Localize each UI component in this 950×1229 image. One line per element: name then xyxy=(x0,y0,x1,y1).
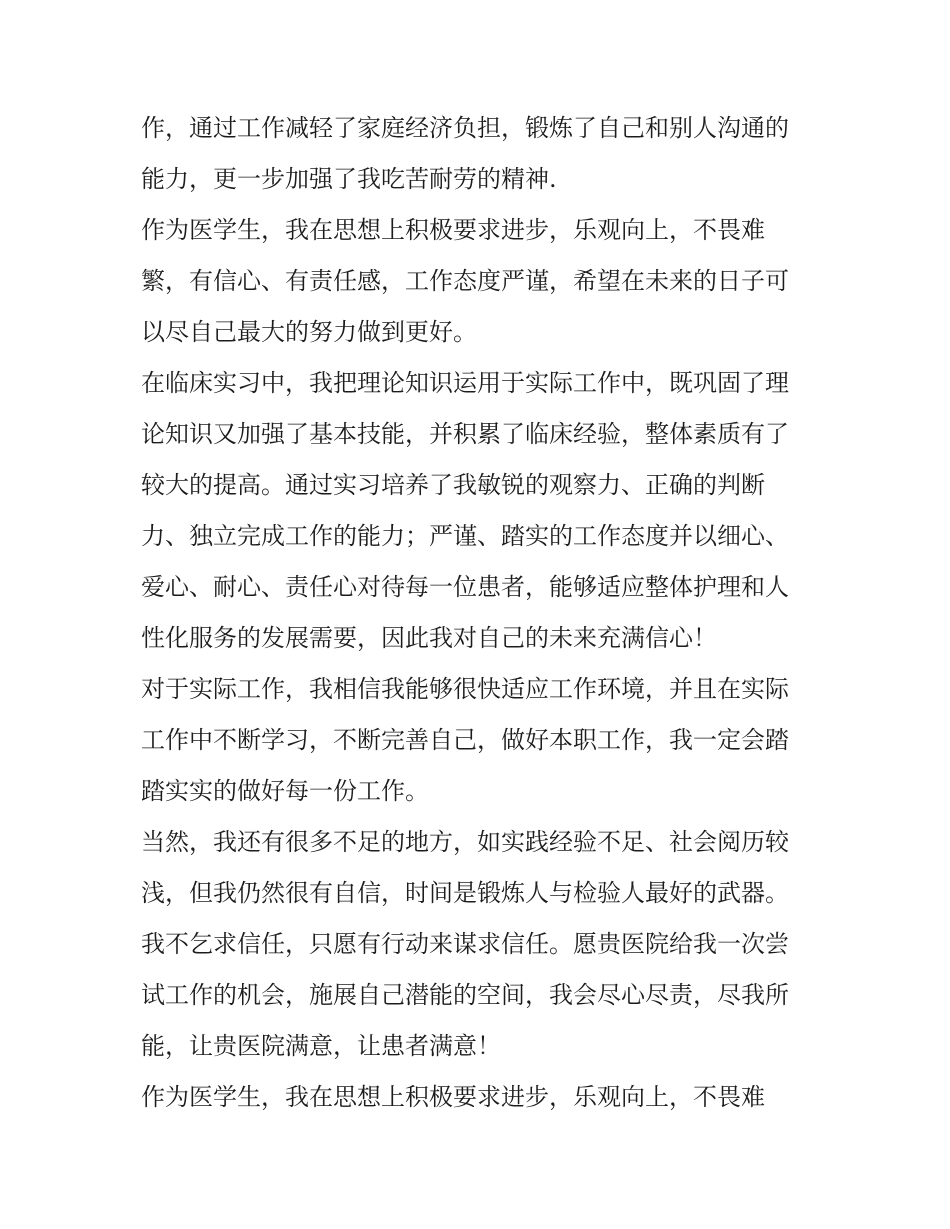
paragraph-clinical-internship xyxy=(141,358,821,664)
text-line: 能，让贵医院满意，让患者满意！ xyxy=(141,1032,501,1060)
text-line: 以尽自己最大的努力做到更好。 xyxy=(141,318,477,346)
text-line: 在临床实习中，我把理论知识运用于实际工作中，既巩固了理 xyxy=(141,369,789,397)
text-line: 我不乞求信任，只愿有行动来谋求信任。愿贵医院给我一次尝 xyxy=(141,930,789,958)
text-line: 工作中不断学习，不断完善自己，做好本职工作，我一定会踏 xyxy=(141,726,789,754)
text-line: 作为医学生，我在思想上积极要求进步，乐观向上，不畏难 xyxy=(141,1083,765,1111)
text-line: 踏实实的做好每一份工作。 xyxy=(141,777,429,805)
paragraph-shortcomings xyxy=(141,817,821,919)
text-line: 较大的提高。通过实习培养了我敏锐的观察力、正确的判断 xyxy=(141,471,765,499)
text-line: 能力，更一步加强了我吃苦耐劳的精神. xyxy=(141,165,557,193)
paragraph-actual-work xyxy=(141,664,821,817)
text-line: 力、独立完成工作的能力；严谨、踏实的工作态度并以细心、 xyxy=(141,522,789,550)
text-line: 作为医学生，我在思想上积极要求进步，乐观向上，不畏难 xyxy=(141,216,765,244)
text-line: 爱心、耐心、责任心对待每一位患者，能够适应整体护理和人 xyxy=(141,573,789,601)
paragraph-medical-student-repeat xyxy=(141,1072,821,1123)
text-line: 性化服务的发展需要，因此我对自己的未来充满信心！ xyxy=(141,624,717,652)
text-line: 论知识又加强了基本技能，并积累了临床经验，整体素质有了 xyxy=(141,420,789,448)
text-line: 作，通过工作减轻了家庭经济负担，锻炼了自己和别人沟通的 xyxy=(141,114,789,142)
document-body xyxy=(141,103,821,1123)
text-line: 浅，但我仍然很有自信，时间是锻炼人与检验人最好的武器。 xyxy=(141,879,789,907)
text-line: 试工作的机会，施展自己潜能的空间，我会尽心尽责，尽我所 xyxy=(141,981,789,1009)
paragraph-medical-student xyxy=(141,205,821,358)
paragraph-work-experience xyxy=(141,103,821,205)
text-line: 繁，有信心、有责任感，工作态度严谨，希望在未来的日子可 xyxy=(141,267,789,295)
paragraph-request-opportunity xyxy=(141,919,821,1072)
text-line: 对于实际工作，我相信我能够很快适应工作环境，并且在实际 xyxy=(141,675,789,703)
text-line: 当然，我还有很多不足的地方，如实践经验不足、社会阅历较 xyxy=(141,828,789,856)
